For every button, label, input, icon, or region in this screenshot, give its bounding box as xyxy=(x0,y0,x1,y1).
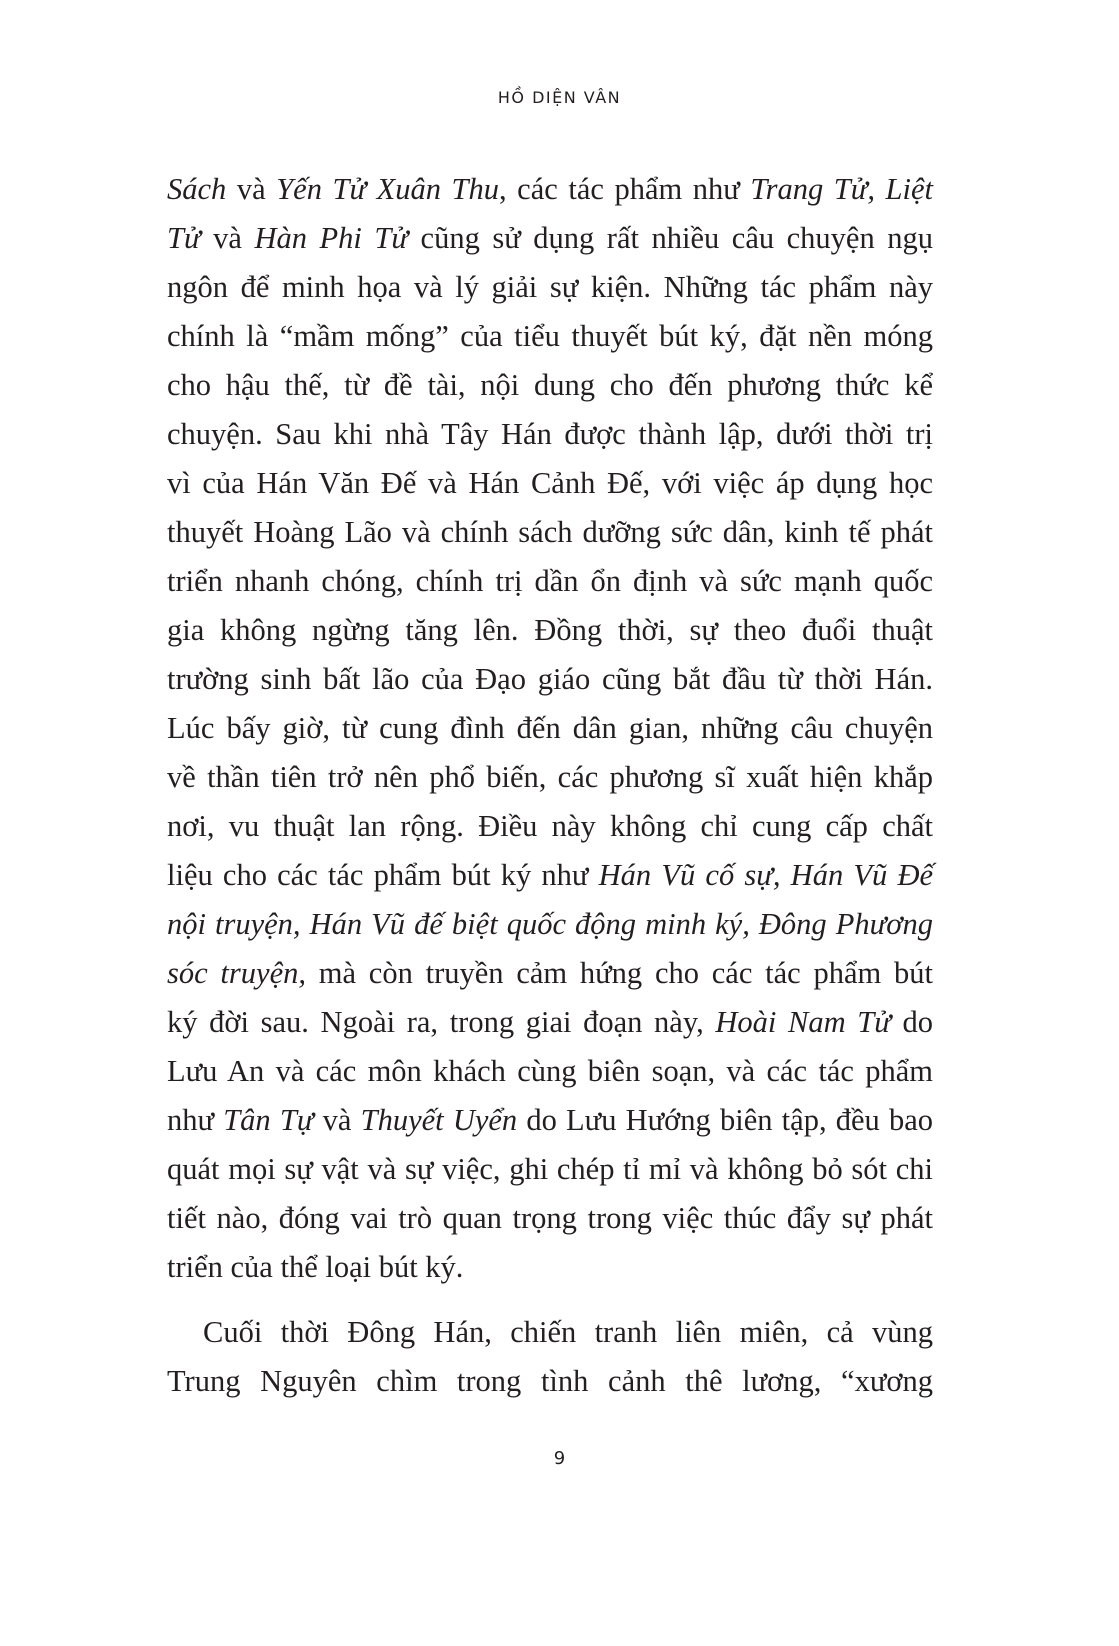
text-run: , các tác phẩm như xyxy=(499,172,751,206)
text-line xyxy=(167,165,933,214)
italic-title: Hoài Nam Tử xyxy=(715,1005,891,1039)
text-line xyxy=(167,557,933,606)
text-run: gia không ngừng tăng lên. Đồng thời, sự theo đuổi thuật xyxy=(167,613,933,647)
text-run: cho hậu thế, từ đề tài, nội dung cho đến phương thức kể xyxy=(167,368,933,402)
text-line xyxy=(167,998,933,1047)
text-run: nơi, vu thuật lan rộng. Điều này không chỉ cung cấp chất xyxy=(167,809,933,843)
italic-title: Yến Tử Xuân Thu xyxy=(276,172,500,206)
text-run: Trung Nguyên chìm trong tình cảnh thê lương, “xương xyxy=(167,1364,933,1398)
text-run: Cuối thời Đông Hán, chiến tranh liên miên, cả vùng xyxy=(203,1315,933,1349)
italic-title: Thuyết Uyển xyxy=(360,1103,518,1137)
text-line xyxy=(167,949,933,998)
text-line xyxy=(167,214,933,263)
running-head: HỒ DIỆN VÂN xyxy=(497,88,622,107)
text-line xyxy=(167,508,933,557)
text-line xyxy=(167,753,933,802)
italic-title: Tân Tự xyxy=(223,1103,314,1137)
text-line xyxy=(167,1047,933,1096)
italic-title: Hán Vũ cố sự, Hán Vũ Đế xyxy=(598,858,934,892)
text-line xyxy=(167,1243,933,1292)
text-line xyxy=(167,459,933,508)
text-run: chính là “mầm mống” của tiểu thuyết bút ký, đặt nền móng xyxy=(167,319,933,353)
text-run: liệu cho các tác phẩm bút ký như xyxy=(167,858,599,892)
italic-title: sóc truyện, xyxy=(167,956,306,990)
text-run: và xyxy=(226,172,277,206)
text-line xyxy=(167,655,933,704)
text-run: ký đời sau. Ngoài ra, trong giai đoạn này, xyxy=(167,1005,716,1039)
italic-title: Sách xyxy=(167,172,227,206)
text-run: vì của Hán Văn Đế và Hán Cảnh Đế, với việc áp dụng học xyxy=(167,466,933,500)
text-run: và xyxy=(200,221,255,255)
text-run: chuyện. Sau khi nhà Tây Hán được thành lập, dưới thời trị xyxy=(167,417,933,451)
paragraph xyxy=(167,165,933,1292)
italic-title: nội truyện, Hán Vũ đế biệt quốc động minh ký, Đông Phương xyxy=(167,907,933,941)
text-line xyxy=(167,1357,933,1406)
page-number: 9 xyxy=(553,1448,566,1469)
text-line xyxy=(167,1145,933,1194)
text-line xyxy=(167,1096,933,1145)
text-run: quát mọi sự vật và sự việc, ghi chép tỉ mỉ và không bỏ sót chi xyxy=(167,1152,933,1186)
text-run: mà còn truyền cảm hứng cho các tác phẩm bút xyxy=(305,956,933,990)
text-run: triển nhanh chóng, chính trị dần ổn định và sức mạnh quốc xyxy=(167,564,933,598)
text-run: thuyết Hoàng Lão và chính sách dưỡng sức dân, kinh tế phát xyxy=(167,515,933,549)
text-run: và xyxy=(313,1103,361,1137)
text-run: Lưu An và các môn khách cùng biên soạn, và các tác phẩm xyxy=(167,1054,933,1088)
text-line xyxy=(167,851,933,900)
paragraph-gap xyxy=(167,1292,933,1308)
text-run: trường sinh bất lão của Đạo giáo cũng bắt đầu từ thời Hán. xyxy=(167,662,933,696)
italic-title: Tử xyxy=(167,221,201,255)
text-run: về thần tiên trở nên phổ biến, các phương sĩ xuất hiện khắp xyxy=(167,760,933,794)
text-line xyxy=(167,1308,933,1357)
text-line xyxy=(167,1194,933,1243)
text-run: ngôn để minh họa và lý giải sự kiện. Những tác phẩm này xyxy=(167,270,933,304)
text-run: do xyxy=(890,1005,934,1039)
body-text xyxy=(167,165,933,1406)
text-run: cũng sử dụng rất nhiều câu chuyện ngụ xyxy=(408,221,933,255)
text-line xyxy=(167,361,933,410)
text-line xyxy=(167,606,933,655)
text-line xyxy=(167,312,933,361)
text-line xyxy=(167,263,933,312)
text-run: triển của thể loại bút ký. xyxy=(167,1250,464,1284)
italic-title: Hàn Phi Tử xyxy=(254,221,408,255)
italic-title: Trang Tử, Liệt xyxy=(750,172,933,206)
text-run: như xyxy=(167,1103,224,1137)
text-run: tiết nào, đóng vai trò quan trọng trong việc thúc đẩy sự phát xyxy=(167,1201,933,1235)
paragraph xyxy=(167,1308,933,1406)
text-run: do Lưu Hướng biên tập, đều bao xyxy=(517,1103,933,1137)
text-line xyxy=(167,900,933,949)
text-line xyxy=(167,410,933,459)
text-line xyxy=(167,704,933,753)
text-line xyxy=(167,802,933,851)
text-run: Lúc bấy giờ, từ cung đình đến dân gian, những câu chuyện xyxy=(167,711,933,745)
